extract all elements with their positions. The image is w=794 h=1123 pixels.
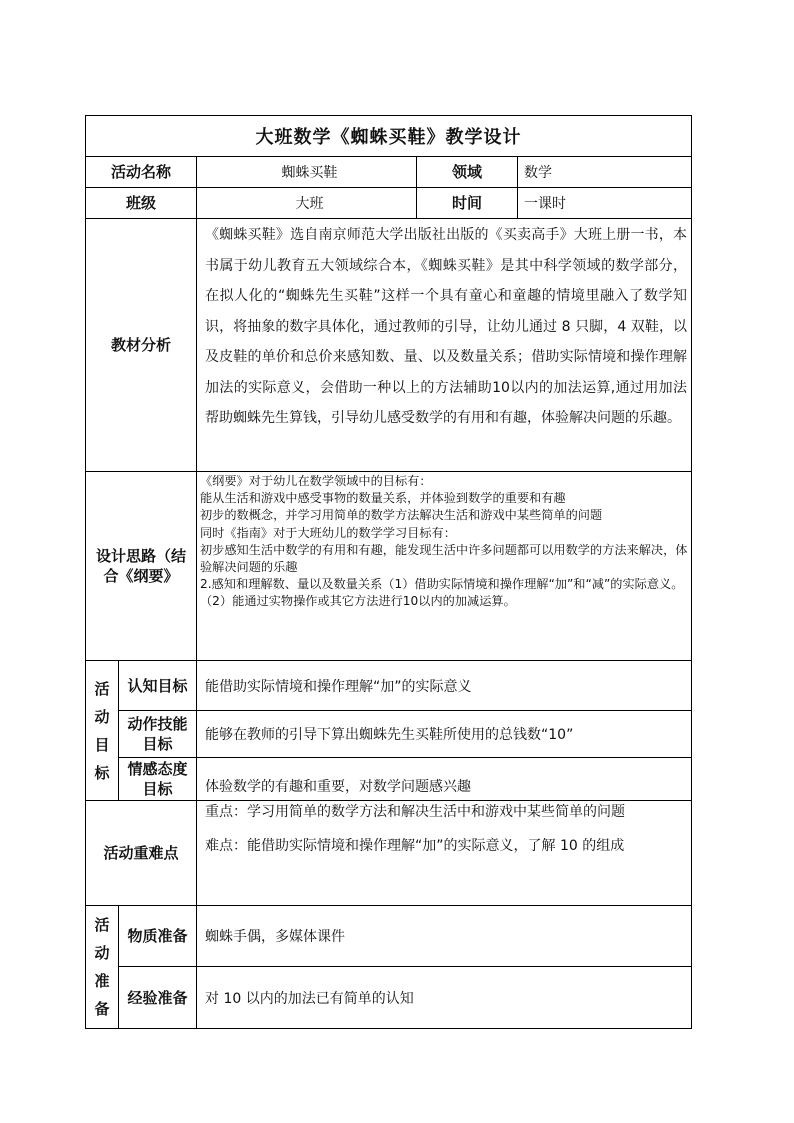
- goal-row: [86, 758, 692, 801]
- class-label: 班级: [86, 188, 197, 219]
- goals-group-label-text: 活 动 目 标: [94, 679, 110, 782]
- design-idea-line: 能从生活和游戏中感受事物的数量关系，并体验到数学的重要和有趣: [200, 491, 566, 506]
- time-label: 时间: [417, 188, 518, 219]
- goal-row: [86, 711, 692, 758]
- goal-label: 认知目标: [119, 661, 197, 711]
- goals-group-label: [86, 661, 119, 801]
- material-analysis-row: [86, 219, 692, 472]
- document-title: 大班数学《蜘蛛买鞋》教学设计: [86, 116, 692, 157]
- activity-name-label: 活动名称: [86, 157, 197, 188]
- design-idea-line: 初步的数概念，并学习用简单的数学方法解决生活和游戏中某些简单的问题: [200, 508, 603, 523]
- design-idea-text: [197, 472, 692, 661]
- design-idea-line: 2.感知和理解数、量以及数量关系（1）借助实际情境和操作理解“加”和“减”的实际意义。（2）能通过实物操作或其它方法进行10以内的加减运算。: [200, 577, 684, 609]
- key-point: 重点：学习用简单的数学方法和解决生活中和游戏中某些简单的问题: [205, 804, 625, 820]
- goal-text: 能够在教师的引导下算出蜘蛛先生买鞋所使用的总钱数“10”: [197, 711, 692, 758]
- preparation-text: 对 10 以内的加法已有简单的认知: [197, 967, 692, 1029]
- design-idea-line: 《纲要》对于幼儿在数学领域中的目标有：: [200, 474, 432, 488]
- goal-label: 动作技能目标: [119, 711, 197, 758]
- domain-label: 领域: [417, 157, 518, 188]
- activity-name-row: [86, 157, 692, 188]
- material-analysis-text: 《蜘蛛买鞋》选自南京师范大学出版社出版的《买卖高手》大班上册一书，本书属于幼儿教育五大领域综合本，《蜘蛛买鞋》是其中科学领域的数学部分，在拟人化的“蜘蛛先生买鞋”这样一个具有童心和童趣的情境里融入了数学知识，将抽象的数字具体化，通过教师的引导，让幼儿通过 8 只脚，4 双鞋，以及皮鞋的单价和总价来感知数、量、以及数量关系；借助实际情境和操作理解加法的实际意义，会借助一种以上的方法辅助10以内的加法运算,通过用加法帮助蜘蛛先生算钱，引导幼儿感受数学的有用和有趣，体验解决问题的乐趣。: [197, 219, 692, 472]
- goal-row: [86, 661, 692, 711]
- class-row: [86, 188, 692, 219]
- difficult-point: 难点：能借助实际情境和操作理解“加”的实际意义，了解 10 的组成: [205, 838, 625, 854]
- key-points-text: [197, 801, 692, 906]
- material-analysis-label: 教材分析: [86, 219, 197, 472]
- design-idea-row: [86, 472, 692, 661]
- design-idea-line: 同时《指南》对于大班幼儿的数学学习目标有：: [200, 525, 456, 540]
- goal-label: 情感态度目标: [119, 758, 197, 801]
- preparation-label: 经验准备: [119, 967, 197, 1029]
- goal-text: 体验数学的有趣和重要，对数学问题感兴趣: [197, 758, 692, 801]
- key-points-label: 活动重难点: [86, 801, 197, 906]
- class-value: 大班: [197, 188, 417, 219]
- design-idea-label: 设计思路（结合《纲要》: [86, 472, 197, 661]
- key-points-row: [86, 801, 692, 906]
- time-value: 一课时: [518, 188, 692, 219]
- preparation-row: [86, 906, 692, 967]
- title-row: [86, 116, 692, 157]
- domain-value: 数学: [518, 157, 692, 188]
- lesson-plan-table: [85, 115, 692, 1029]
- preparation-label: 物质准备: [119, 906, 197, 967]
- activity-name-value: 蜘蛛买鞋: [197, 157, 417, 188]
- goal-text: 能借助实际情境和操作理解“加”的实际意义: [197, 661, 692, 711]
- preparation-group-label-text: 活 动 准 备: [94, 916, 110, 1018]
- preparation-group-label: [86, 906, 119, 1029]
- preparation-text: 蜘蛛手偶，多媒体课件: [197, 906, 692, 967]
- design-idea-line: 初步感知生活中数学的有用和有趣，能发现生活中许多问题都可以用数学的方法来解决，体验解决问题的乐趣: [200, 542, 688, 575]
- preparation-row: [86, 967, 692, 1029]
